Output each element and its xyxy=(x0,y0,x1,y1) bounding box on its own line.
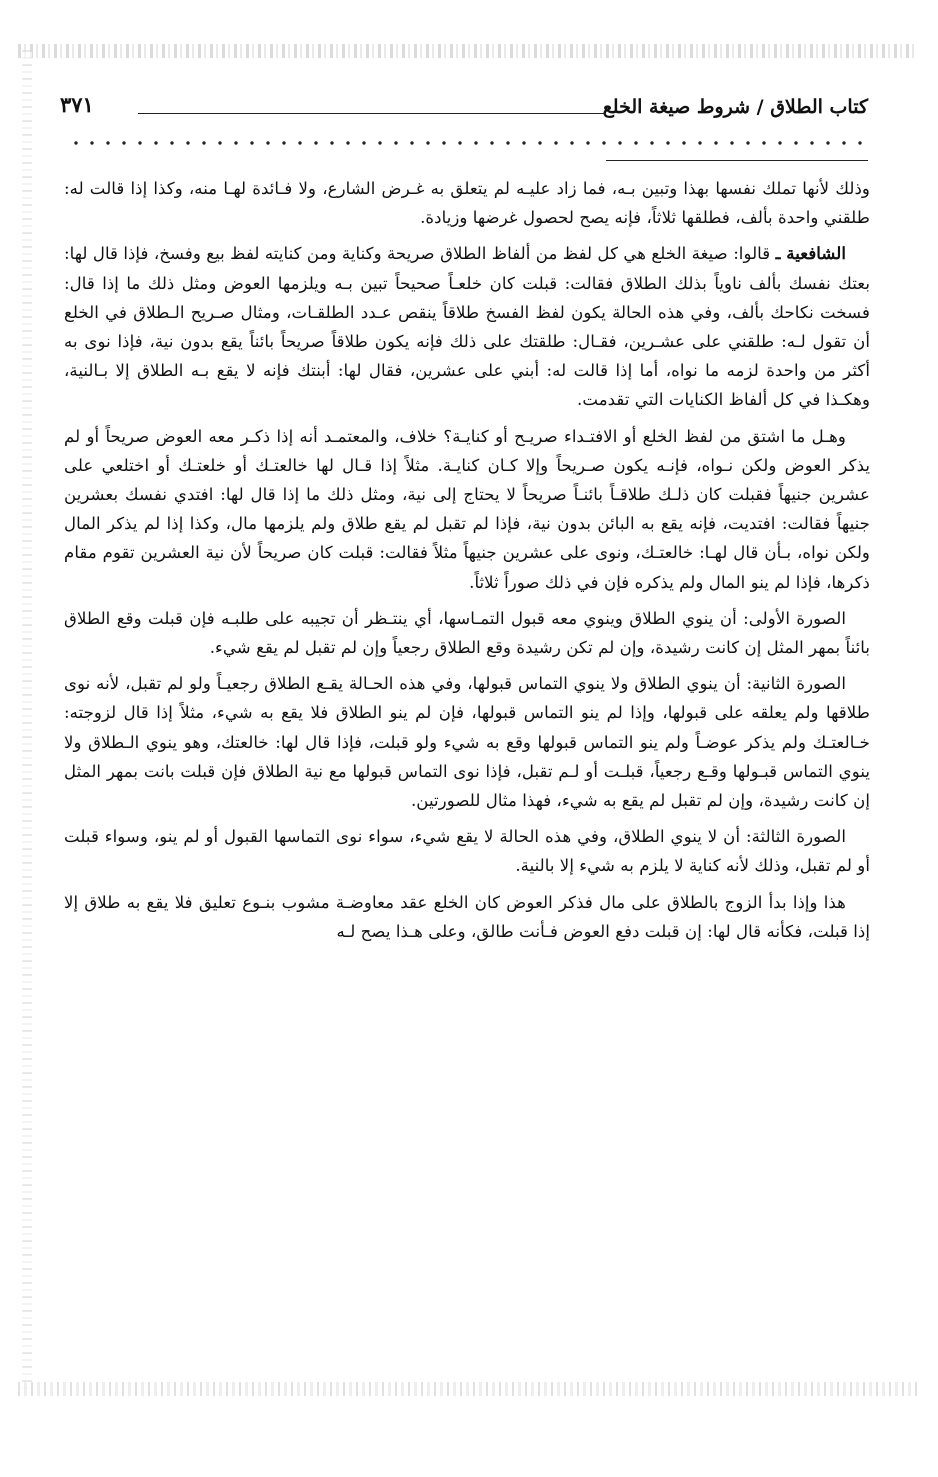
page-number: ٣٧١ xyxy=(60,92,94,117)
page-header xyxy=(60,88,868,128)
paragraph: الصورة الثالثة: أن لا ينوي الطلاق، وفي هذه الحالة لا يقع شيء، سواء نوى التماسها القبول أو لم ينو، وسواء قبلت أو لم تقبل، وذلك لأنه كناية لا يلزم به شيء إلا بالنية. xyxy=(64,826,870,876)
running-title: كتاب الطلاق / شروط صيغة الخلع xyxy=(602,96,868,118)
paragraph: هذا وإذا بدأ الزوج بالطلاق على مال فذكر العوض كان الخلع عقد معاوضـة مشوب بنـوع تعليق فلا يقع به طلاق إلا إذا قبلت، فكأنه قال لها: إن قبلت دفع العوض فـأنت طالق، وعلى هـذا يصح لـه xyxy=(64,891,870,941)
paragraph xyxy=(64,239,870,414)
paragraph: وهـل ما اشتق من لفظ الخلع أو الافتـداء صريـح أو كنايـة؟ خلاف، والمعتمـد أنه إذا ذكـر معه العوض صريحاً أو لم يذكر العوض ولكن نـواه، فإنـه يكون صـريحاً وإلا كـان كنايـة. مثلاً إذا قـال لها خالعتـك أو خلعتـك أو اختلعي على عشرين جنيهاً فقبلت كان ذلـك طلاقـاً بائنـاً صريحاً لا يحتاج إلى نية، ومثل ذلك ما إذا قال لها: افتدي نفسك بعشرين جنيهاً فقالت: افتديت، فإنه يقع به البائن بدون نية، فإذا لم تقبل لم يقع طلاق ولم يلزمها مال، وكذا إذا لم يذكر المال ولكن نواه، بـأن قال لهـا: خالعتـك، ونوى على عشرين جنيهاً مثلاً فقالت: قبلت كان صريحاً لأن نية العشرين تقوم مقام ذكرها، فإذا لم ينو المال ولم يذكره فإن في ذلك صوراً ثلاثاً. xyxy=(64,425,870,592)
header-rule xyxy=(138,113,606,114)
short-separator xyxy=(606,160,868,161)
scan-edge-side xyxy=(22,50,32,1390)
paragraph-text: قالوا: صيغة الخلع هي كل لفظ من ألفاظ الطلاق صريحة وكناية ومن كنايته لفظ بيع وفسخ، فإذا قال لها: بعتك نفسك بألف ناوياً بذلك الطلاق فقالت: قبلت كان خلعـاً صحيحاً تبين بـه ويلزمها العوض ومثل ذلك ما إذا قال: فسخت نكاحك بألف، وفي هذه الحالة يكون لفظ الفسخ طلاقاً ينقص عـدد الطلقـات، ومثال صـريح الـطلاق في الخلع أن تقول لـه: طلقني على عشـرين، فقـال: طلقتك على ذلك فإنه يكون طلاقاً صريحاً بائناً يقع بدون نية، فإذا نوى به أكثر من واحدة لزمه ما نواه، أما إذا قالت له: أبني على عشرين، فقال لها: أبنتك فإنه لا يقع بـه الطلاق إلا بـالنية، وهكـذا في كل ألفاظ الكنايات التي تقدمت. xyxy=(64,243,870,410)
scan-edge-bottom xyxy=(18,1382,918,1396)
scan-edge-top xyxy=(18,44,918,58)
paragraph: وذلك لأنها تملك نفسها بهذا وتبين بـه، فما زاد عليـه لم يتعلق به غـرض الشارع، ولا فـائدة لهـا منه، وكذا إذا قالت له: طلقني واحدة بألف، فطلقها ثلاثاً، فإنه يصح لحصول غرضها وزيادة. xyxy=(64,178,870,228)
paragraph: الصورة الثانية: أن ينوي الطلاق ولا ينوي التماس قبولها، وفي هذه الحـالة يقـع الطلاق رجعيـاً ولو لم تقبل، لأنه نوى طلاقها ولم يعلقه على قبولها، وإذا لم ينو التماس قبولها، فإن لم ينو الطلاق فلا يقع به شيء، مثلاً إذا قال لزوجته: خـالعتـك ولم يذكر عوضـاً ولم ينو التماس قبولها وقع به شيء ولو قبلت، فإذا قال لها: خالعتك، وهو ينوي الـطلاق ولا ينوي التماس قبـولها وقـع رجعياً، قبلـت أو لـم تقبل، فإذا نوى التماس قبولها مع نية الطلاق فإن قبلت بانت بمهر المثل إن كانت رشيدة، وإن لم تقبل لم يقع به شيء، فهذا مثال للصورتين. xyxy=(64,673,870,811)
paragraph: الصورة الأولى: أن ينوي الطلاق وينوي معه قبول التمـاسها، أي ينتـظر أن تجيبه على طلبـه فإن قبلت وقع الطلاق بائناً بمهر المثل إن كانت رشيدة، وإن لم تكن رشيدة وقع الطلاق رجعياً وإن لم تقبل لم يقع شيء. xyxy=(64,607,870,658)
school-label: الشافعية ـ xyxy=(775,243,846,264)
dotted-separator xyxy=(68,140,868,146)
body-text xyxy=(64,174,870,1364)
